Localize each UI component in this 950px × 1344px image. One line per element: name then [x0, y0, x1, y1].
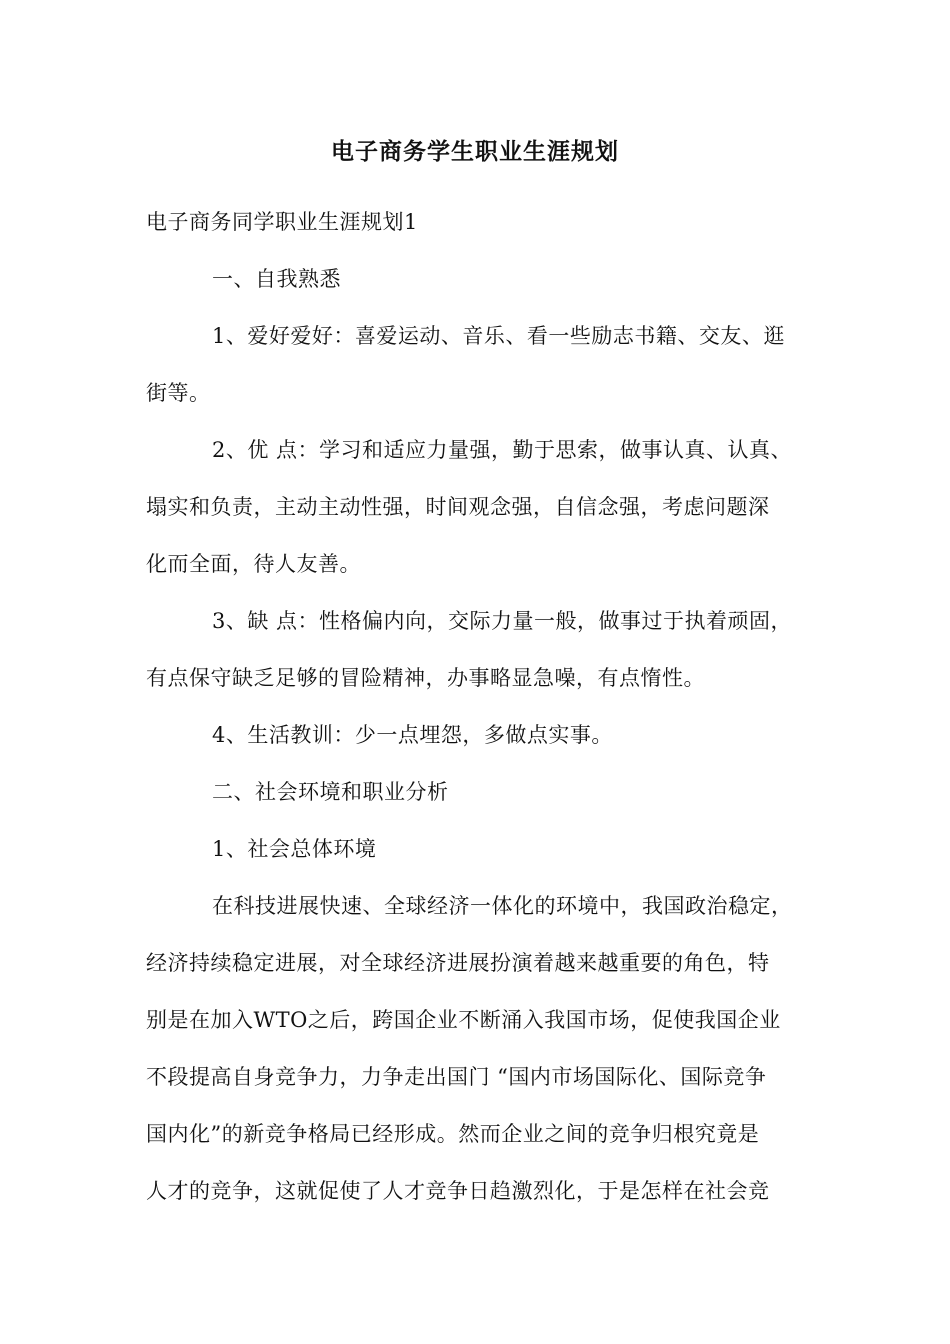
paragraph-line: 塌实和负责，主动主动性强，时间观念强，自信念强，考虑问题深: [146, 495, 770, 519]
paragraph-line: 有点保守缺乏足够的冒险精神，办事略显急噪，有点惰性。: [146, 666, 705, 690]
paragraph-line: 1、爱好爱好：喜爱运动、音乐、看一些励志书籍、交友、逛: [212, 324, 785, 348]
subsection-heading: 1、社会总体环境: [212, 837, 377, 861]
paragraph-line: 2、优 点：学习和适应力量强，勤于思索，做事认真、认真、: [212, 438, 793, 462]
paragraph-line: 不段提高自身竞争力，力争走出国门 “国内市场国际化、国际竞争: [146, 1065, 767, 1089]
paragraph-line: 4、生活教训：少一点埋怨，多做点实事。: [212, 723, 613, 747]
paragraph-line: 人才的竞争，这就促使了人才竞争日趋激烈化，于是怎样在社会竞: [146, 1179, 770, 1203]
paragraph-line: 在科技进展快速、全球经济一体化的环境中，我国政治稳定，: [212, 894, 793, 918]
paragraph-line: 化而全面，待人友善。: [146, 552, 361, 576]
document-title: 电子商务学生职业生涯规划: [331, 138, 619, 165]
section-heading-self: 一、自我熟悉: [212, 267, 341, 291]
section-heading-environment: 二、社会环境和职业分析: [212, 780, 449, 804]
paragraph-line: 经济持续稳定进展，对全球经济进展扮演着越来越重要的角色，特: [146, 951, 770, 975]
paragraph-line: 街等。: [146, 381, 211, 405]
paragraph-line: 3、缺 点：性格偏内向，交际力量一般，做事过于执着顽固，: [212, 609, 793, 633]
paragraph-line: 国内化”的新竞争格局已经形成。然而企业之间的竞争归根究竟是: [146, 1122, 760, 1146]
paragraph-line: 别是在加入WTO之后，跨国企业不断涌入我国市场，促使我国企业: [146, 1008, 781, 1032]
doc-subtitle: 电子商务同学职业生涯规划1: [146, 210, 418, 234]
